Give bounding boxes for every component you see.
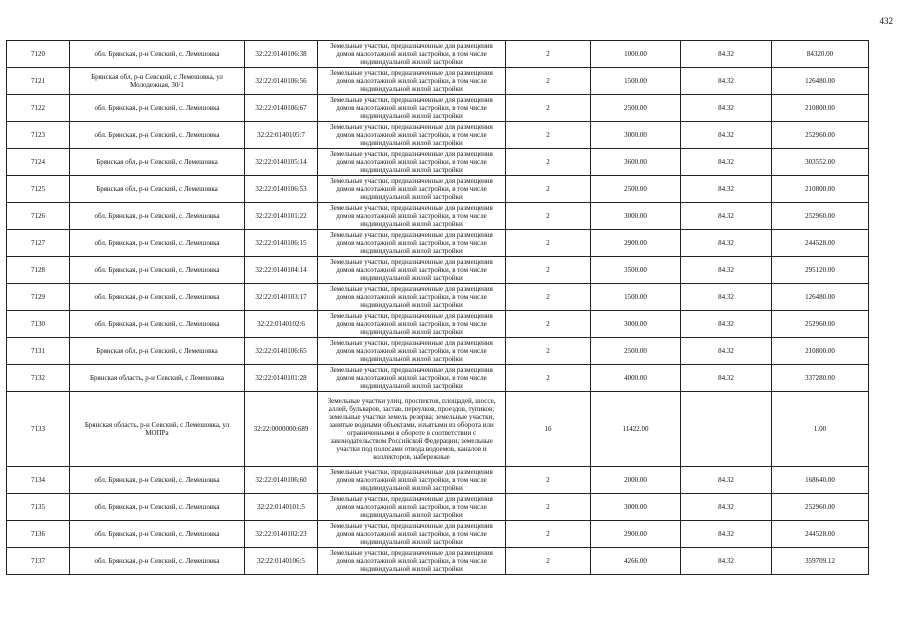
area-cell: 3000.00: [591, 203, 681, 230]
row-number-cell: 7137: [7, 548, 70, 575]
rate-cell: 84.32: [681, 548, 772, 575]
land-use-cell: Земельные участки улиц, проспектов, площадей, шоссе, аллей, бульваров, застав, переулков, проездов, тупиков; земельные участки земель резерва; земельные участки, занятые водными объектами, изъятыми из оборота или ограниченными в обороте в соответствии с законодательством Российской Федерации; земельные участки под полосами отвода водоемов, каналов и коллекторов, набережные: [318, 392, 506, 467]
area-cell: 3000.00: [591, 122, 681, 149]
table-row: [7, 521, 869, 548]
land-use-cell: Земельные участки, предназначенные для размещения домов малоэтажной жилой застройки, в том числе индивидуальной жилой застройки: [318, 548, 506, 575]
address-cell: обл. Брянская, р-н Севский, с. Лемешовка: [70, 548, 245, 575]
cadastral-value-cell: 252960.00: [772, 494, 869, 521]
address-cell: обл. Брянская, р-н Севский, с. Лемешовка: [70, 41, 245, 68]
table-row: [7, 494, 869, 521]
rate-cell: 84.32: [681, 521, 772, 548]
category-cell: 2: [506, 284, 591, 311]
cadastral-value-cell: 210800.00: [772, 338, 869, 365]
table-row: [7, 467, 869, 494]
cadastral-value-cell: 337280.00: [772, 365, 869, 392]
rate-cell: 84.32: [681, 338, 772, 365]
address-cell: Брянская область, р-н Севский, с Лемешовка, ул МОПРа: [70, 392, 245, 467]
address-cell: Брянская обл, р-н Севский, с Лемешовка: [70, 338, 245, 365]
land-use-cell: Земельные участки, предназначенные для размещения домов малоэтажной жилой застройки, в том числе индивидуальной жилой застройки: [318, 68, 506, 95]
rate-cell: 84.32: [681, 203, 772, 230]
area-cell: 2000.00: [591, 467, 681, 494]
cadastral-value-cell: 210800.00: [772, 95, 869, 122]
cadastral-value-cell: 252960.00: [772, 203, 869, 230]
address-cell: обл. Брянская, р-н Севский, с. Лемешовка: [70, 311, 245, 338]
table-row: [7, 257, 869, 284]
area-cell: 2900.00: [591, 230, 681, 257]
table-row: [7, 548, 869, 575]
address-cell: Брянская область, р-н Севский, с Лемешовка: [70, 365, 245, 392]
cadastral-value-cell: 210800.00: [772, 176, 869, 203]
rate-cell: 84.32: [681, 284, 772, 311]
land-use-cell: Земельные участки, предназначенные для размещения домов малоэтажной жилой застройки, в том числе индивидуальной жилой застройки: [318, 230, 506, 257]
cadastral-number-cell: 32:22:0140105:14: [245, 149, 318, 176]
cadastral-number-cell: 32:22:0140101:22: [245, 203, 318, 230]
area-cell: 11422.00: [591, 392, 681, 467]
table-row: [7, 392, 869, 467]
address-cell: обл. Брянская, р-н Севский, с. Лемешовка: [70, 257, 245, 284]
cadastral-value-cell: 126480.00: [772, 284, 869, 311]
category-cell: 2: [506, 467, 591, 494]
category-cell: 2: [506, 176, 591, 203]
land-use-cell: Земельные участки, предназначенные для размещения домов малоэтажной жилой застройки, в том числе индивидуальной жилой застройки: [318, 149, 506, 176]
cadastral-number-cell: 32:22:0140102:23: [245, 521, 318, 548]
cadastral-number-cell: 32:22:0140106:53: [245, 176, 318, 203]
area-cell: 1500.00: [591, 284, 681, 311]
address-cell: обл. Брянская, р-н Севский, с. Лемешовка: [70, 203, 245, 230]
cadastral-value-cell: 126480.00: [772, 68, 869, 95]
cadastral-number-cell: 32:22:0140106:65: [245, 338, 318, 365]
land-use-cell: Земельные участки, предназначенные для размещения домов малоэтажной жилой застройки, в том числе индивидуальной жилой застройки: [318, 365, 506, 392]
table-row: [7, 365, 869, 392]
cadastral-number-cell: 32:22:0140105:7: [245, 122, 318, 149]
area-cell: 3000.00: [591, 494, 681, 521]
row-number-cell: 7130: [7, 311, 70, 338]
category-cell: 2: [506, 521, 591, 548]
table-body: [7, 41, 869, 575]
rate-cell: 84.32: [681, 176, 772, 203]
land-use-cell: Земельные участки, предназначенные для размещения домов малоэтажной жилой застройки, в том числе индивидуальной жилой застройки: [318, 521, 506, 548]
rate-cell: 84.32: [681, 68, 772, 95]
cadastral-value-cell: 295120.00: [772, 257, 869, 284]
category-cell: 2: [506, 68, 591, 95]
address-cell: обл. Брянская, р-н Севский, с. Лемешовка: [70, 494, 245, 521]
rate-cell: 84.32: [681, 122, 772, 149]
table-row: [7, 176, 869, 203]
category-cell: 2: [506, 257, 591, 284]
row-number-cell: 7124: [7, 149, 70, 176]
cadastral-number-cell: 32:22:0140106:56: [245, 68, 318, 95]
row-number-cell: 7135: [7, 494, 70, 521]
category-cell: 2: [506, 494, 591, 521]
row-number-cell: 7129: [7, 284, 70, 311]
cadastral-number-cell: 32:22:0140104:14: [245, 257, 318, 284]
address-cell: Брянская обл, р-н Севский, с Лемешовка: [70, 176, 245, 203]
cadastral-value-cell: 244528.00: [772, 521, 869, 548]
rate-cell: 84.32: [681, 41, 772, 68]
table-row: [7, 338, 869, 365]
cadastral-value-cell: 244528.00: [772, 230, 869, 257]
rate-cell: 84.32: [681, 95, 772, 122]
cadastral-number-cell: 32:22:0140101:28: [245, 365, 318, 392]
land-use-cell: Земельные участки, предназначенные для размещения домов малоэтажной жилой застройки, в том числе индивидуальной жилой застройки: [318, 41, 506, 68]
land-use-cell: Земельные участки, предназначенные для размещения домов малоэтажной жилой застройки, в том числе индивидуальной жилой застройки: [318, 176, 506, 203]
land-use-cell: Земельные участки, предназначенные для размещения домов малоэтажной жилой застройки, в том числе индивидуальной жилой застройки: [318, 284, 506, 311]
area-cell: 3500.00: [591, 257, 681, 284]
table-row: [7, 122, 869, 149]
address-cell: Брянская обл, р-н Севский, с Лемешовка, ул Молодежная, 30/1: [70, 68, 245, 95]
row-number-cell: 7122: [7, 95, 70, 122]
row-number-cell: 7133: [7, 392, 70, 467]
category-cell: 2: [506, 311, 591, 338]
category-cell: 2: [506, 149, 591, 176]
area-cell: 2900.00: [591, 521, 681, 548]
rate-cell: [681, 392, 772, 467]
category-cell: 2: [506, 95, 591, 122]
category-cell: 2: [506, 548, 591, 575]
rate-cell: 84.32: [681, 467, 772, 494]
address-cell: обл. Брянская, р-н Севский, с. Лемешовка: [70, 467, 245, 494]
address-cell: обл. Брянская, р-н Севский, с. Лемешовка: [70, 122, 245, 149]
cadastral-number-cell: 32:22:0000000:689: [245, 392, 318, 467]
land-use-cell: Земельные участки, предназначенные для размещения домов малоэтажной жилой застройки, в том числе индивидуальной жилой застройки: [318, 203, 506, 230]
category-cell: 2: [506, 230, 591, 257]
row-number-cell: 7134: [7, 467, 70, 494]
table-row: [7, 41, 869, 68]
row-number-cell: 7136: [7, 521, 70, 548]
page-number: 432: [879, 16, 893, 26]
table-row: [7, 230, 869, 257]
land-use-cell: Земельные участки, предназначенные для размещения домов малоэтажной жилой застройки, в том числе индивидуальной жилой застройки: [318, 122, 506, 149]
address-cell: обл. Брянская, р-н Севский, с. Лемешовка: [70, 521, 245, 548]
address-cell: обл. Брянская, р-н Севский, с. Лемешовка: [70, 284, 245, 311]
cadastral-number-cell: 32:22:0140101:5: [245, 494, 318, 521]
area-cell: 4000.00: [591, 365, 681, 392]
area-cell: 1000.00: [591, 41, 681, 68]
cadastral-value-cell: 359709.12: [772, 548, 869, 575]
row-number-cell: 7131: [7, 338, 70, 365]
row-number-cell: 7121: [7, 68, 70, 95]
area-cell: 2500.00: [591, 176, 681, 203]
cadastral-number-cell: 32:22:0140106:5: [245, 548, 318, 575]
cadastral-number-cell: 32:22:0140106:38: [245, 41, 318, 68]
rate-cell: 84.32: [681, 311, 772, 338]
table-row: [7, 311, 869, 338]
row-number-cell: 7132: [7, 365, 70, 392]
cadastral-number-cell: 32:22:0140106:67: [245, 95, 318, 122]
land-use-cell: Земельные участки, предназначенные для размещения домов малоэтажной жилой застройки, в том числе индивидуальной жилой застройки: [318, 95, 506, 122]
cadastral-number-cell: 32:22:0140106:15: [245, 230, 318, 257]
table-row: [7, 284, 869, 311]
cadastral-number-cell: 32:22:0140103:17: [245, 284, 318, 311]
category-cell: 2: [506, 203, 591, 230]
row-number-cell: 7125: [7, 176, 70, 203]
land-use-cell: Земельные участки, предназначенные для размещения домов малоэтажной жилой застройки, в том числе индивидуальной жилой застройки: [318, 311, 506, 338]
category-cell: 2: [506, 365, 591, 392]
cadastral-number-cell: 32:22:0140102:6: [245, 311, 318, 338]
cadastral-valuation-table: [6, 40, 869, 575]
cadastral-value-cell: 252960.00: [772, 311, 869, 338]
land-use-cell: Земельные участки, предназначенные для размещения домов малоэтажной жилой застройки, в том числе индивидуальной жилой застройки: [318, 467, 506, 494]
category-cell: 2: [506, 338, 591, 365]
rate-cell: 84.32: [681, 365, 772, 392]
cadastral-value-cell: 84320.00: [772, 41, 869, 68]
row-number-cell: 7120: [7, 41, 70, 68]
area-cell: 1500.00: [591, 68, 681, 95]
area-cell: 2500.00: [591, 95, 681, 122]
cadastral-value-cell: 1.00: [772, 392, 869, 467]
table-row: [7, 68, 869, 95]
row-number-cell: 7126: [7, 203, 70, 230]
rate-cell: 84.32: [681, 494, 772, 521]
row-number-cell: 7123: [7, 122, 70, 149]
row-number-cell: 7128: [7, 257, 70, 284]
address-cell: обл. Брянская, р-н Севский, с. Лемешовка: [70, 95, 245, 122]
rate-cell: 84.32: [681, 149, 772, 176]
address-cell: Брянская обл, р-н Севский, с Лемешовка: [70, 149, 245, 176]
address-cell: обл. Брянская, р-н Севский, с. Лемешовка: [70, 230, 245, 257]
table-row: [7, 149, 869, 176]
category-cell: 2: [506, 41, 591, 68]
land-use-cell: Земельные участки, предназначенные для размещения домов малоэтажной жилой застройки, в том числе индивидуальной жилой застройки: [318, 257, 506, 284]
category-cell: 2: [506, 122, 591, 149]
area-cell: 4266.00: [591, 548, 681, 575]
cadastral-number-cell: 32:22:0140106:60: [245, 467, 318, 494]
table-row: [7, 95, 869, 122]
cadastral-value-cell: 252960.00: [772, 122, 869, 149]
rate-cell: 84.32: [681, 257, 772, 284]
row-number-cell: 7127: [7, 230, 70, 257]
cadastral-value-cell: 303552.00: [772, 149, 869, 176]
rate-cell: 84.32: [681, 230, 772, 257]
category-cell: 16: [506, 392, 591, 467]
area-cell: 3000.00: [591, 311, 681, 338]
land-use-cell: Земельные участки, предназначенные для размещения домов малоэтажной жилой застройки, в том числе индивидуальной жилой застройки: [318, 338, 506, 365]
table-row: [7, 203, 869, 230]
cadastral-value-cell: 168640.00: [772, 467, 869, 494]
area-cell: 3600.00: [591, 149, 681, 176]
area-cell: 2500.00: [591, 338, 681, 365]
land-use-cell: Земельные участки, предназначенные для размещения домов малоэтажной жилой застройки, в том числе индивидуальной жилой застройки: [318, 494, 506, 521]
